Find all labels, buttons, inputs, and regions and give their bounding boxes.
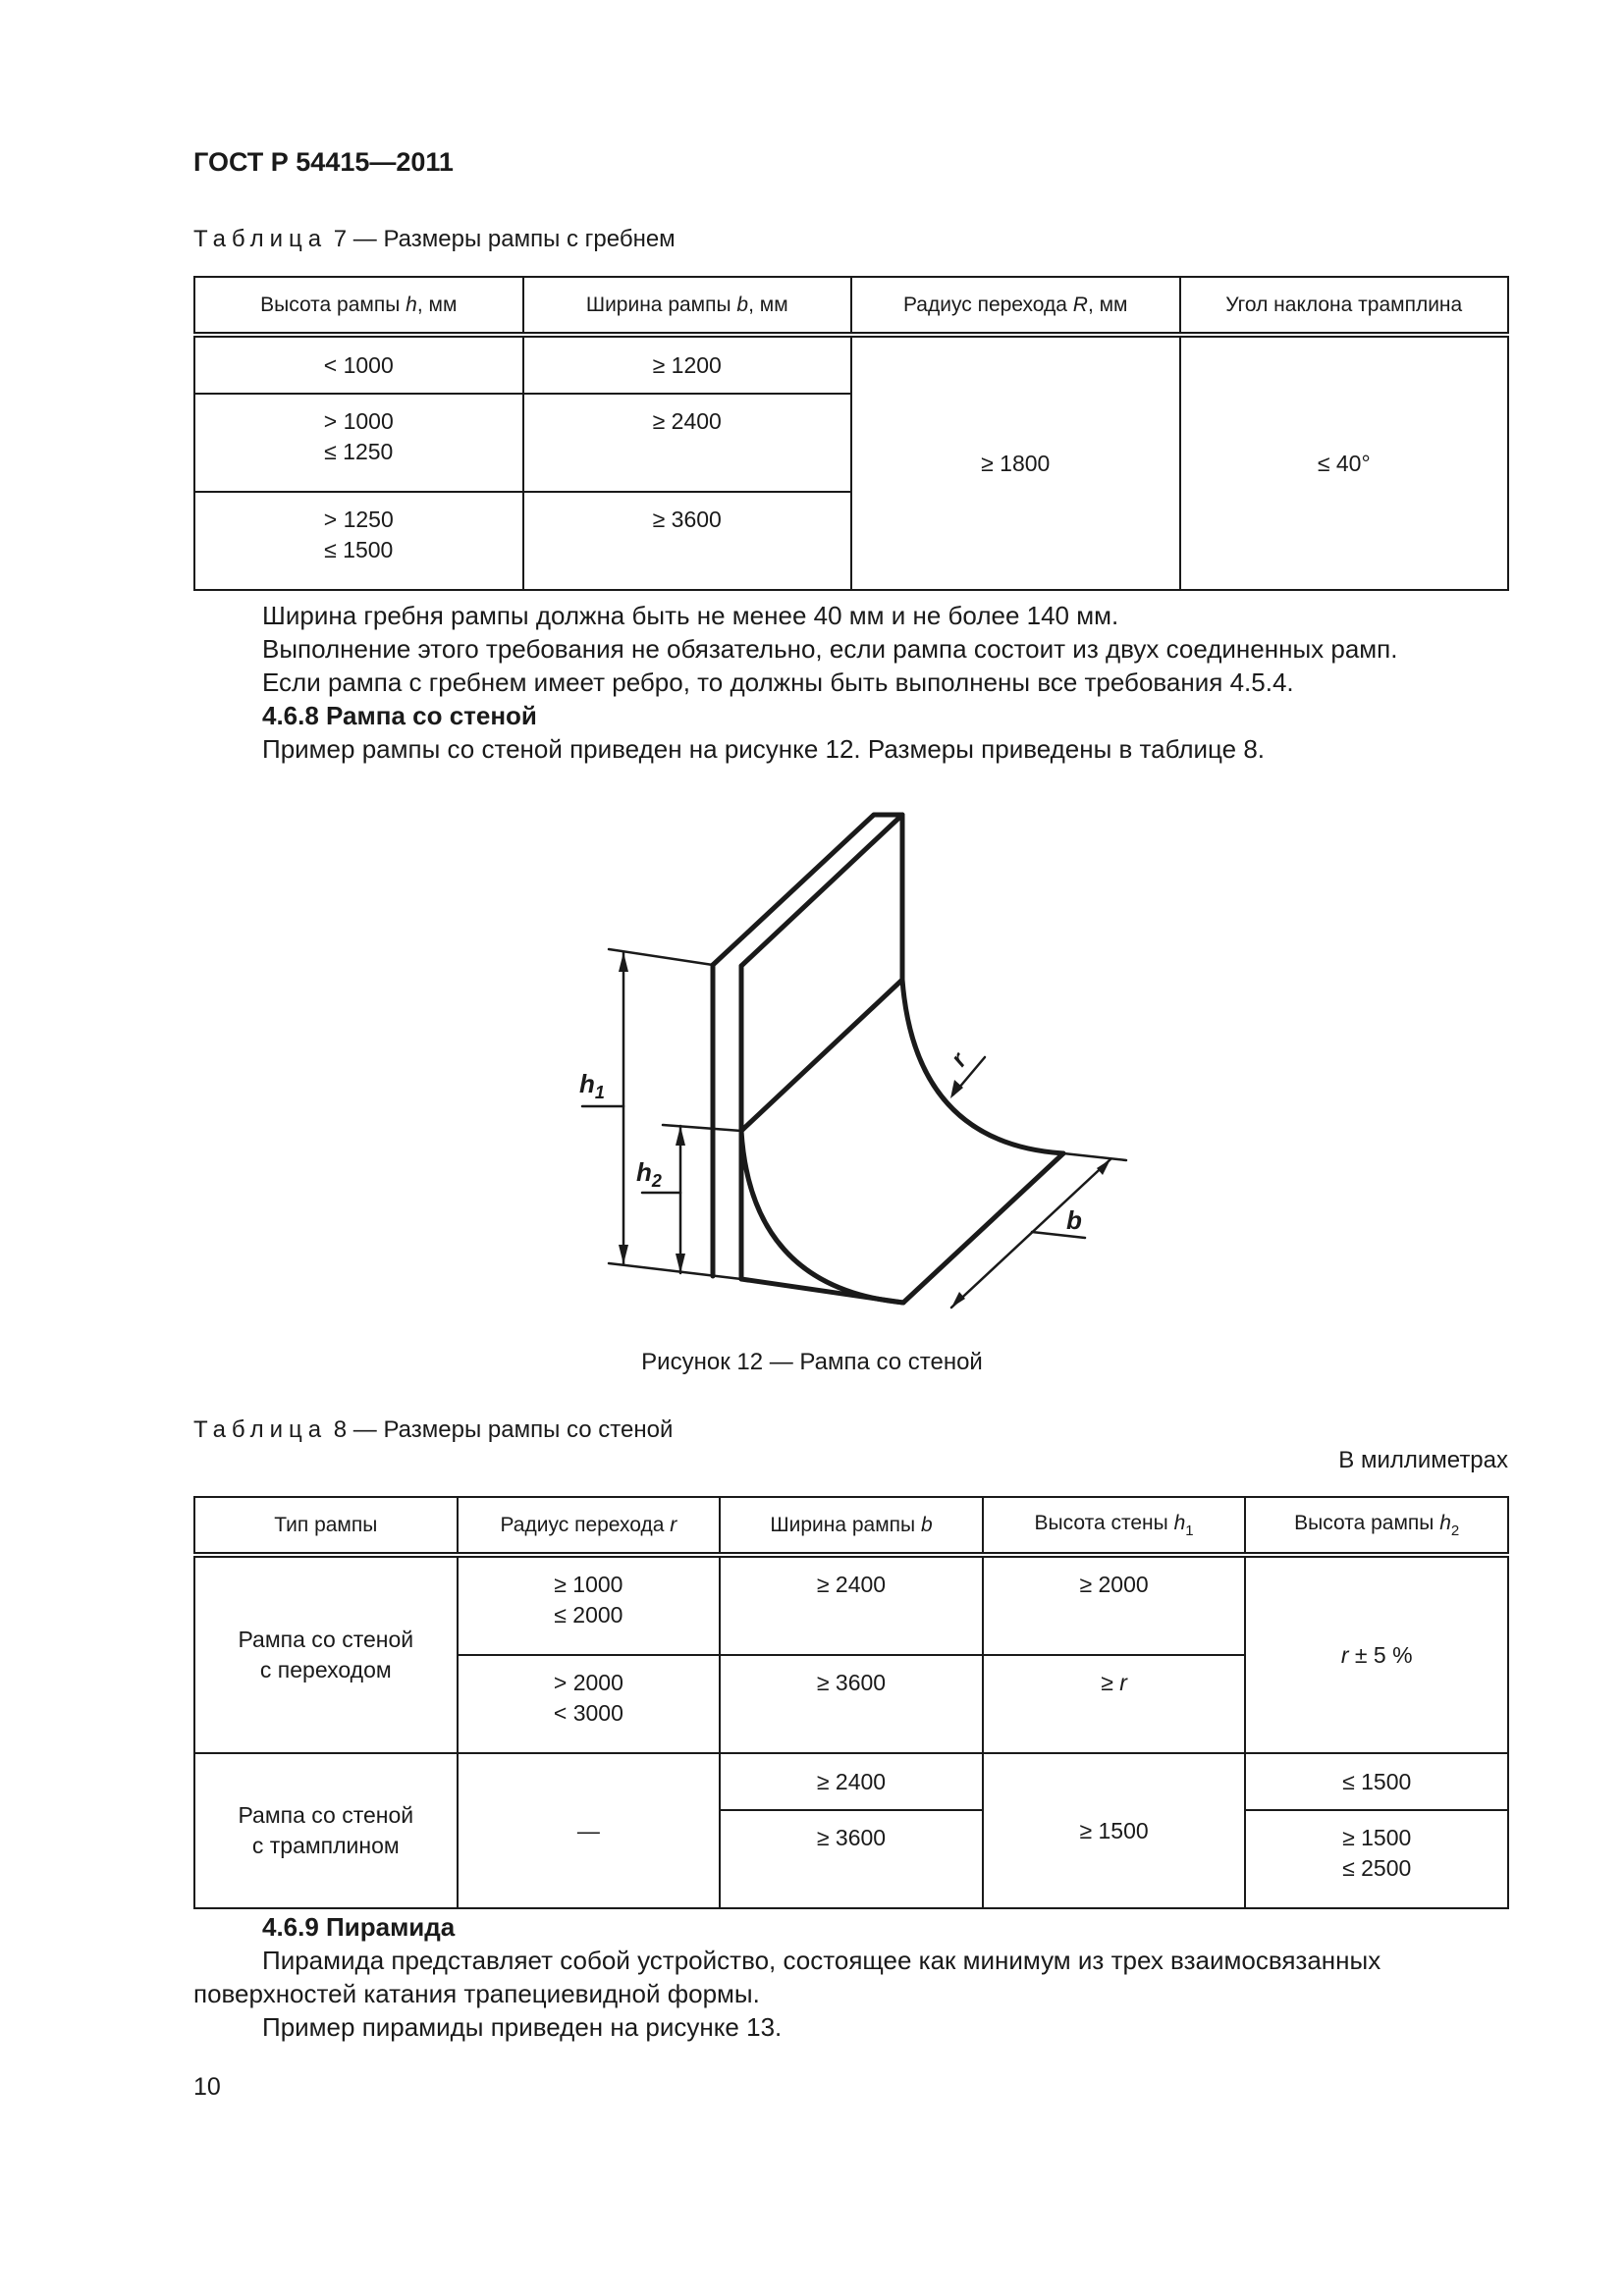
- b-extension-line-top: [1063, 1153, 1126, 1160]
- table8-caption-text: 8 — Размеры рампы со стеной: [333, 1416, 674, 1443]
- table7-cell-width: ≥ 2400: [523, 394, 852, 492]
- label-r: r: [946, 1047, 973, 1072]
- table8-cell-ramp-height: ≤ 1500: [1245, 1753, 1508, 1810]
- paragraph: Выполнение этого требования не обязательно, если рампа состоит из двух соединенных рамп.: [262, 634, 1398, 664]
- table7-header-row: [194, 277, 1508, 335]
- table7-cell-radius: ≥ 1800: [851, 335, 1180, 590]
- table8-cell-radius: ≥ 1000 ≤ 2000: [458, 1555, 721, 1655]
- ramp-base-line: [741, 1279, 903, 1303]
- table8-header-row: [194, 1497, 1508, 1555]
- page-number: 10: [193, 2073, 221, 2101]
- table8-cell-width: ≥ 3600: [720, 1655, 983, 1753]
- r-arrow: [950, 1080, 963, 1098]
- table8-cell-wall-height: ≥ r: [983, 1655, 1246, 1753]
- table8-cell-width: ≥ 2400: [720, 1555, 983, 1655]
- table7-caption-word: Таблица: [193, 226, 328, 252]
- table8-header-wall-height: Высота стены $h_1$: [983, 1497, 1246, 1555]
- table8: [193, 1496, 1509, 1909]
- table-row: [194, 335, 1508, 394]
- figure-ramp-with-wall: [550, 795, 1159, 1325]
- table7-cell-width: ≥ 3600: [523, 492, 852, 590]
- section-heading-4-6-9: 4.6.9 Пирамида: [262, 1912, 456, 1942]
- table7-cell-height: < 1000: [194, 335, 523, 394]
- table8-caption: [193, 1416, 673, 1444]
- table8-cell-radius: > 2000 < 3000: [458, 1655, 721, 1753]
- table8-cell-ramp-height: r ± 5 %: [1245, 1555, 1508, 1753]
- h1-arrow-bottom: [619, 1245, 628, 1264]
- table8-cell-type: Рампа со стеной с трамплином: [194, 1753, 458, 1908]
- table8-cell-type: Рампа со стеной с переходом: [194, 1555, 458, 1753]
- section-heading-4-6-8: 4.6.8 Рампа со стеной: [262, 701, 537, 730]
- paragraph: Ширина гребня рампы должна быть не менее 40 мм и не более 140 мм.: [262, 601, 1119, 630]
- paragraph: Пример рампы со стеной приведен на рисунке 12. Размеры приведены в таблице 8.: [262, 734, 1266, 764]
- label-h2: $h_2$: [636, 1157, 662, 1191]
- table8-cell-ramp-height: ≥ 1500 ≤ 2500: [1245, 1810, 1508, 1908]
- table7-cell-width: ≥ 1200: [523, 335, 852, 394]
- table8-header-width: Ширина рампы b: [720, 1497, 983, 1555]
- label-b: b: [1066, 1205, 1082, 1235]
- table8-cell-radius: —: [458, 1753, 721, 1908]
- table7-caption: [193, 226, 676, 253]
- table7-header-radius: Радиус перехода R, мм: [851, 277, 1180, 335]
- ramp-back-curve: [902, 980, 1063, 1153]
- table7-caption-text: 7 — Размеры рампы с гребнем: [333, 226, 676, 252]
- paragraph: Пирамида представляет собой устройство, состоящее как минимум из трех взаимосвязанных поверхностей катания трапециевидной формы.: [193, 1946, 1381, 2008]
- table8-unit-note: В миллиметрах: [1338, 1447, 1508, 1473]
- page-header: ГОСТ Р 54415—2011: [193, 147, 454, 177]
- ramp-crest-line: [741, 980, 902, 1131]
- table7-cell-height: > 1000 ≤ 1250: [194, 394, 523, 492]
- figure12-caption: Рисунок 12 — Рампа со стеной: [641, 1349, 983, 1375]
- paragraph: Если рампа с гребнем имеет ребро, то должны быть выполнены все требования 4.5.4.: [262, 667, 1294, 697]
- table8-caption-word: Таблица: [193, 1416, 328, 1443]
- h2-extension-line: [663, 1125, 741, 1131]
- label-h1: $h_1$: [579, 1069, 605, 1102]
- h1-arrow-top: [619, 952, 628, 972]
- paragraph: Пример пирамиды приведен на рисунке 13.: [262, 2012, 783, 2042]
- table7-cell-angle: ≤ 40°: [1180, 335, 1509, 590]
- table8-header-ramp-height: Высота рампы $h_2$: [1245, 1497, 1508, 1555]
- h2-arrow-top: [676, 1126, 685, 1146]
- ramp-front-curve: [741, 1131, 903, 1303]
- table8-cell-width: ≥ 3600: [720, 1810, 983, 1908]
- table8-cell-width: ≥ 2400: [720, 1753, 983, 1810]
- wall-top-edge: [713, 815, 902, 966]
- base-extension-line: [609, 1263, 741, 1279]
- table8-header-radius: Радиус перехода r: [458, 1497, 721, 1555]
- table8-cell-wall-height: ≥ 1500: [983, 1753, 1246, 1908]
- table7: [193, 276, 1509, 591]
- table-row: [194, 1555, 1508, 1655]
- table7-cell-height: > 1250 ≤ 1500: [194, 492, 523, 590]
- table7-header-width: Ширина рампы b, мм: [523, 277, 852, 335]
- b-arrow-bottom: [951, 1292, 965, 1308]
- table7-header-height: Высота рампы h, мм: [194, 277, 523, 335]
- ramp-bottom-edge: [903, 1153, 1063, 1303]
- table8-cell-wall-height: ≥ 2000: [983, 1555, 1246, 1655]
- text-block-pyramid: [193, 1910, 1514, 2044]
- table7-header-angle: Угол наклона трамплина: [1180, 277, 1509, 335]
- b-arrow-top: [1097, 1159, 1110, 1175]
- table8-header-type: Тип рампы: [194, 1497, 458, 1555]
- text-block-requirements: [193, 599, 1514, 766]
- table-row: [194, 1753, 1508, 1810]
